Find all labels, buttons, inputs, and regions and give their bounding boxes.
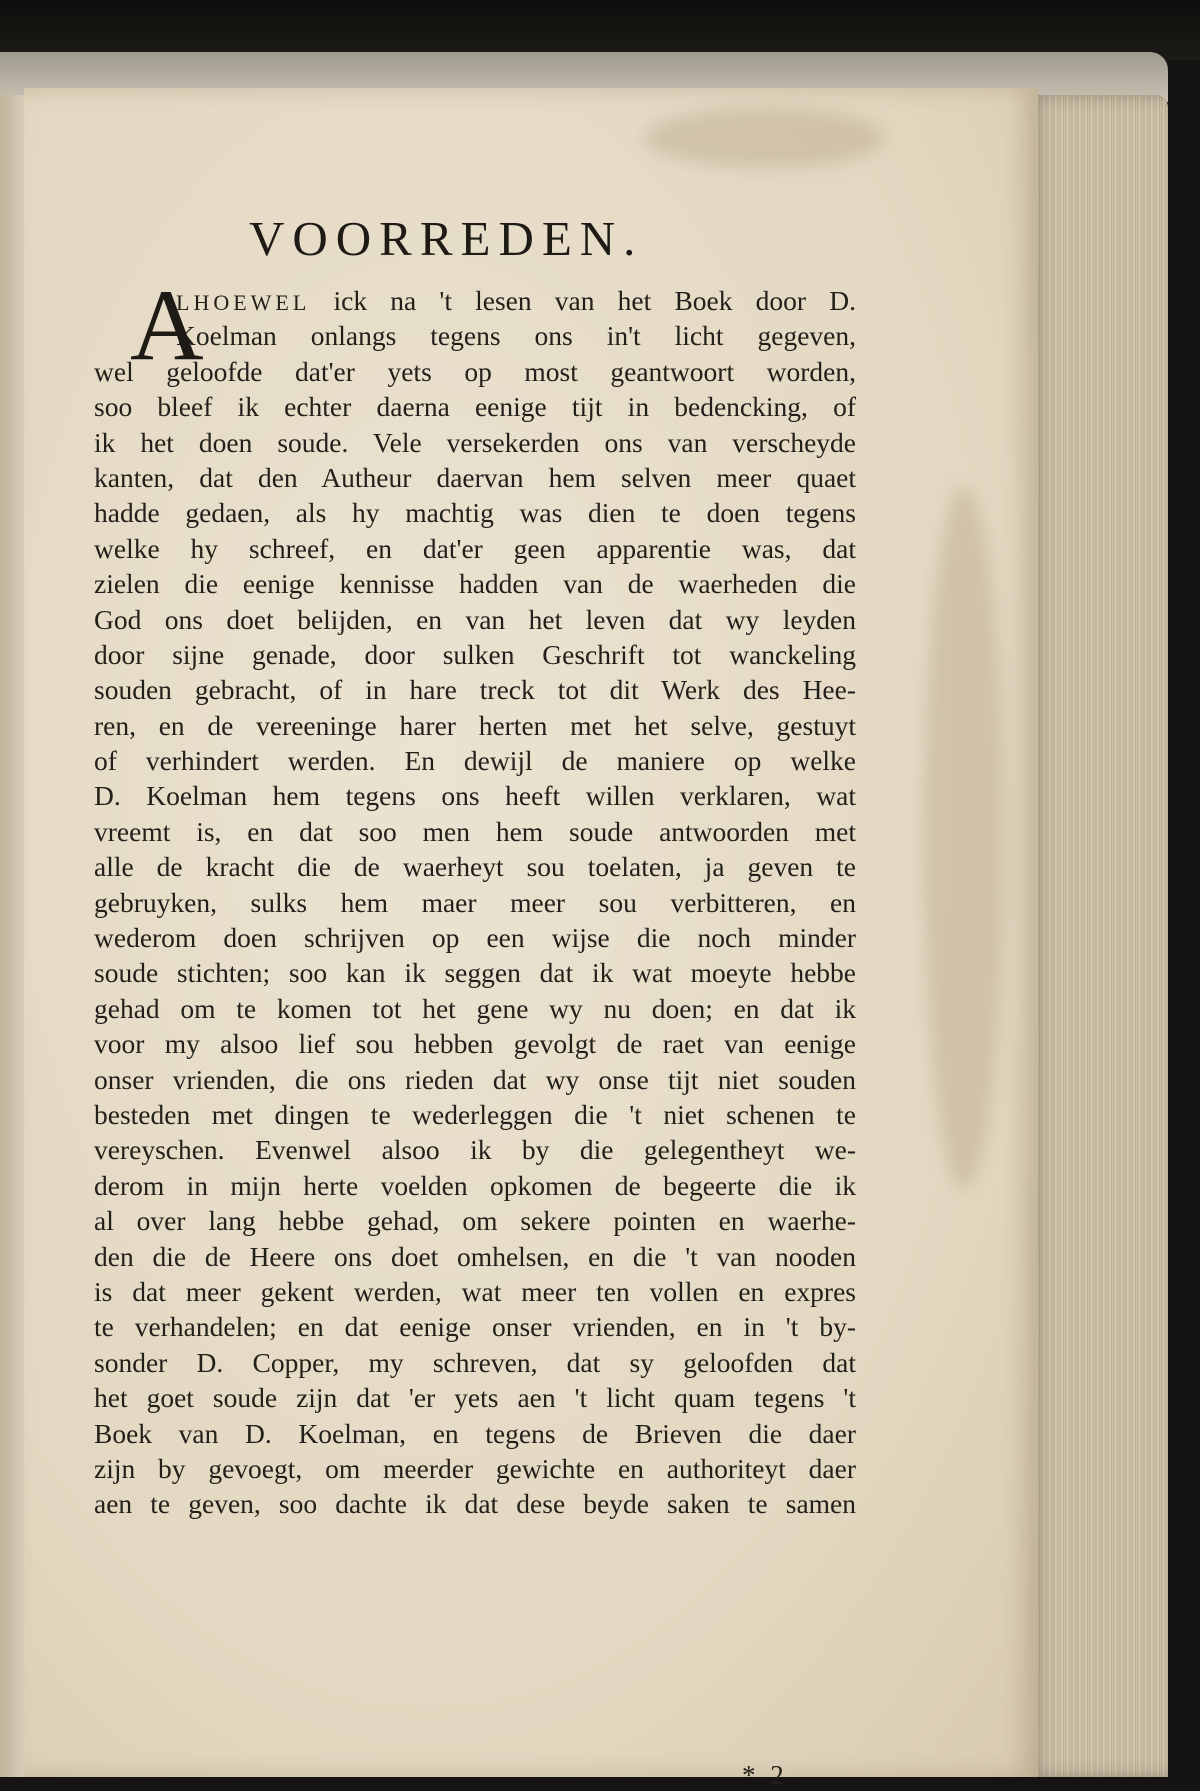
signature-mark: * 2	[742, 1760, 788, 1790]
text-line: of verhindert werden. En dewijl de maniere op welke	[94, 745, 856, 777]
text-line: aen te geven, soo dachte ik dat dese beyde saken te samen	[94, 1488, 856, 1520]
stain	[924, 488, 1004, 1188]
facing-page-edge	[0, 95, 24, 1777]
text-block	[94, 210, 856, 1790]
smallcaps-word: LHOEWEL	[176, 290, 311, 315]
text-line: te verhandelen; en dat eenige onser vrienden, en in 't by-	[94, 1311, 856, 1343]
text-line: sonder D. Copper, my schreven, dat sy geloofden dat	[94, 1346, 856, 1378]
text-line: soo bleef ik echter daerna eenige tijt in bedencking, of	[94, 391, 856, 423]
text-line: God ons doet belijden, en van het leven dat wy leyden	[94, 603, 856, 635]
text-line: den die de Heere ons doet omhelsen, en die 't van nooden	[94, 1240, 856, 1272]
text-line: is dat meer gekent werden, wat meer ten vollen en expres	[94, 1275, 856, 1307]
text-line: soude stichten; soo kan ik seggen dat ik wat moeyte hebbe	[94, 957, 856, 989]
text-line: vreemt is, en dat soo men hem soude antwoorden met	[94, 815, 856, 847]
background-shadow	[0, 0, 1200, 60]
text-line: voor my alsoo lief sou hebben gevolgt de raet van eenige	[94, 1028, 856, 1060]
text-line: gebruyken, sulks hem maer meer sou verbitteren, en	[94, 886, 856, 918]
text-line: zielen die eenige kennisse hadden van de waerheden die	[94, 568, 856, 600]
text-line: welke hy schreef, en dat'er geen apparentie was, dat	[94, 532, 856, 564]
text-line: D. Koelman hem tegens ons heeft willen verklaren, wat	[94, 780, 856, 812]
text-line: onser vrienden, die ons rieden dat wy onse tijt niet souden	[94, 1063, 856, 1095]
drop-cap: A	[130, 269, 204, 382]
text-line: souden gebracht, of in hare treck tot dit Werk des Hee-	[94, 674, 856, 706]
text-line: Koelman onlangs tegens ons in't licht gegeven,	[176, 320, 856, 352]
text-line: besteden met dingen te wederleggen die 't niet schenen te	[94, 1098, 856, 1130]
text-line: door sijne genade, door sulken Geschrift tot wanckeling	[94, 638, 856, 670]
text-line: gehad om te komen tot het gene wy nu doen; en dat ik	[94, 992, 856, 1024]
text-line: kanten, dat den Autheur daervan hem selven meer quaet	[94, 461, 856, 493]
text-line: zijn by gevoegt, om meerder gewichte en authoriteyt daer	[94, 1452, 856, 1484]
text-line: alle de kracht die de waerheyt sou toelaten, ja geven te	[94, 851, 856, 883]
text-line: het goet soude zijn dat 'er yets aen 't licht quam tegens 't	[94, 1382, 856, 1414]
text-line: derom in mijn herte voelden opkomen de begeerte die ik	[94, 1169, 856, 1201]
text-line	[94, 283, 856, 318]
text-line: ren, en de vereeninge harer herten met het selve, gestuyt	[94, 709, 856, 741]
text-line: wederom doen schrijven op een wijse die noch minder	[94, 922, 856, 954]
page-title: VOORREDEN.	[249, 211, 644, 266]
text-line-rest: ick na 't lesen van het Boek door D.	[333, 285, 856, 316]
text-line: hadde gedaen, als hy machtig was dien te doen tegens	[94, 497, 856, 529]
paragraph	[94, 269, 856, 1522]
text-line: vereyschen. Evenwel alsoo ik by die gelegentheyt we-	[94, 1134, 856, 1166]
text-line: al over lang hebbe gehad, om sekere pointen en waerhe-	[94, 1205, 856, 1237]
text-line: wel geloofde dat'er yets op most geantwoort worden,	[94, 355, 856, 387]
stain	[644, 108, 884, 168]
text-line: ik het doen soude. Vele versekerden ons van verscheyde	[94, 426, 856, 458]
text-line: Boek van D. Koelman, en tegens de Brieven die daer	[94, 1417, 856, 1449]
page-block-edges	[1028, 95, 1168, 1777]
